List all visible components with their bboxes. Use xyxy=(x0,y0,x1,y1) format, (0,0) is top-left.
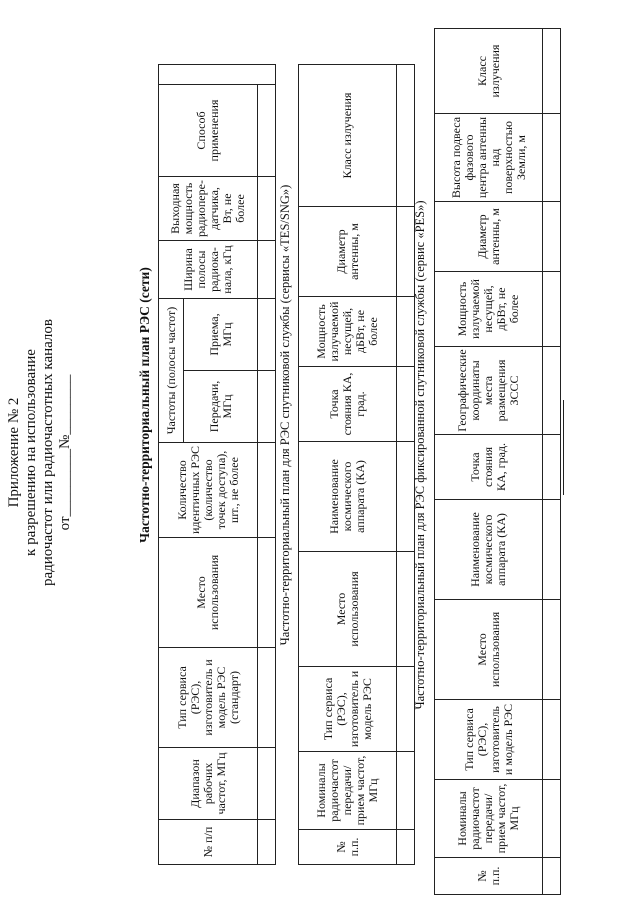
t1-cell xyxy=(258,177,276,241)
table-row xyxy=(258,65,276,865)
table2-title: Частотно-территориальный план для РЭС спутниковой службы (сервисы «TES/SNG») xyxy=(278,184,292,646)
t3-header-nominal: Номиналы радиочастот передачи/ прием частот, МГц xyxy=(435,780,543,858)
table3-title: Частотно-территориальный план для РЭС фиксированной спутниковой службы (сервис «PES») xyxy=(413,200,427,710)
table-row xyxy=(543,29,561,895)
t1-cell xyxy=(258,85,276,177)
t3-header-num: № п.п. xyxy=(435,858,543,895)
table1-title: Частотно-территориальный план РЭС (сети) xyxy=(137,267,152,543)
t1-header-tx: Передачи, МГц xyxy=(184,371,258,443)
t1-header-type: Тип сервиса (РЭС), изготовитель и модель РЭС (стандарт) xyxy=(159,648,258,748)
t2-header-point: Точка стояния КА, град. xyxy=(299,367,397,442)
t3-header-place: Место использования xyxy=(435,600,543,700)
t2-header-diam: Диаметр антенны, м xyxy=(299,207,397,297)
table2 xyxy=(298,64,415,865)
t1-header-freq: Частоты (полосы частот) xyxy=(159,299,184,443)
t1-header-place: Место использования xyxy=(159,538,258,648)
t3-cell xyxy=(543,600,561,700)
t3-header-point: Точка стояния КА, град. xyxy=(435,435,543,500)
table-row xyxy=(397,65,415,865)
t1-header-count: Количество идентичных РЭС (количество точек доступа), шт., не более xyxy=(159,443,258,538)
t1-cell xyxy=(258,241,276,299)
t2-cell xyxy=(397,667,415,752)
appendix-header xyxy=(6,0,74,905)
t2-cell xyxy=(397,65,415,207)
t3-cell xyxy=(543,202,561,272)
appendix-line-1: к разрешению на использование xyxy=(23,349,39,556)
table3 xyxy=(434,28,561,895)
t2-header-sat: Наименование космического аппарата (КА) xyxy=(299,442,397,552)
appendix-line-3: от_________№________ xyxy=(57,374,73,531)
t3-cell xyxy=(543,347,561,435)
t2-header-class: Класс излучения xyxy=(299,65,397,207)
t3-cell xyxy=(543,858,561,895)
t1-header-bw: Ширина полосы радиока-нала, кГц xyxy=(159,241,258,299)
t3-header-geo: Географические координаты места размещения ЗССС xyxy=(435,347,543,435)
t1-header-power: Выходная мощность радиопере-датчика, Вт, не более xyxy=(159,177,258,241)
t2-cell xyxy=(397,207,415,297)
t1-cell xyxy=(258,371,276,443)
t2-header-nominal: Номиналы радиочастот передачи/ прием частот, МГц xyxy=(299,752,397,830)
t2-cell xyxy=(397,442,415,552)
t1-empty-col xyxy=(159,65,276,85)
t3-cell xyxy=(543,780,561,858)
t2-cell xyxy=(397,552,415,667)
t2-header-power: Мощность излучаемой несущей, дБВт, не более xyxy=(299,297,397,367)
t2-cell xyxy=(397,752,415,830)
t2-header-type: Тип сервиса (РЭС), изготовитель и модель РЭС xyxy=(299,667,397,752)
t3-header-class: Класс излучения xyxy=(435,29,543,114)
t3-cell xyxy=(543,435,561,500)
t2-cell xyxy=(397,367,415,442)
appendix-line-2: радиочастот или радиочастотных каналов xyxy=(40,319,56,587)
t1-cell xyxy=(258,748,276,820)
t3-header-type: Тип сервиса (РЭС), изготовитель и модель РЭС xyxy=(435,700,543,780)
t1-cell xyxy=(258,538,276,648)
t3-header-diam: Диаметр антенны, м xyxy=(435,202,543,272)
t2-cell xyxy=(397,297,415,367)
t3-cell xyxy=(543,114,561,202)
t3-header-power: Мощность излучаемой несущей, дБВт, не более xyxy=(435,272,543,347)
t3-header-sat: Наименование космического аппарата (КА) xyxy=(435,500,543,600)
appendix-title: Приложение № 2 xyxy=(6,397,22,508)
t3-cell xyxy=(543,700,561,780)
t2-cell xyxy=(397,830,415,865)
t3-cell xyxy=(543,500,561,600)
t1-header-num: № п/п xyxy=(159,820,258,865)
t1-cell xyxy=(258,820,276,865)
t1-cell xyxy=(258,443,276,538)
t3-cell xyxy=(543,29,561,114)
t1-cell xyxy=(258,299,276,371)
t3-cell xyxy=(543,272,561,347)
t2-header-place: Место использования xyxy=(299,552,397,667)
t2-header-num: № п.п. xyxy=(299,830,397,865)
t1-header-range: Диапазон рабочих частот, МГц xyxy=(159,748,258,820)
t1-cell xyxy=(258,648,276,748)
t1-header-rx: Приема, МГц xyxy=(184,299,258,371)
table1 xyxy=(158,64,276,865)
t3-header-height: Высота подвеса фазового центра антенны над поверхностью Земли, м xyxy=(435,114,543,202)
t1-header-method: Способ применения xyxy=(159,85,258,177)
signature-line xyxy=(563,400,564,495)
